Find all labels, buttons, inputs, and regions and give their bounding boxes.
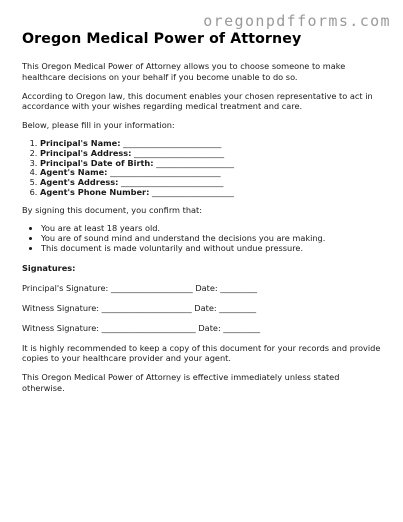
confirmation-list	[22, 224, 382, 253]
fill-prompt: Below, please fill in your information:	[22, 120, 175, 131]
field-label: Principal's Date of Birth:	[40, 157, 154, 168]
witness-signature-line-2[interactable]: Witness Signature: _______________________ Date: _________	[22, 322, 261, 333]
field-label: Agent's Address:	[40, 176, 119, 187]
confirmation-item: • This document is made voluntarily and without undue pressure.	[41, 244, 382, 254]
field-label: Principal's Name:	[40, 138, 121, 149]
copy-note: It is highly recommended to keep a copy of this document for your records and provide copies to your healthcare provider and your agent.	[22, 342, 381, 364]
document-title: Oregon Medical Power of Attorney	[22, 31, 302, 47]
field-label: Agent's Name:	[40, 167, 108, 178]
field-blank: _________________________	[121, 176, 224, 187]
confirm-prompt: By signing this document, you confirm that:	[22, 205, 203, 216]
intro-paragraph: This Oregon Medical Power of Attorney allows you to choose someone to make healthcare decisions on your behalf if you become unable to do so.	[22, 61, 346, 82]
field-agent-phone[interactable]	[40, 188, 382, 198]
field-blank: ___________________	[156, 157, 234, 168]
confirmation-item: • You are at least 18 years old.	[41, 224, 382, 234]
field-blank: ____________________	[151, 186, 234, 197]
document-page	[22, 30, 382, 402]
signatures-heading: Signatures:	[22, 263, 76, 274]
confirmation-item: • You are of sound mind and understand the decisions you are making.	[41, 234, 382, 244]
principal-signature-line[interactable]: Principal's Signature: ____________________ Date: _________	[22, 282, 258, 293]
effective-note: This Oregon Medical Power of Attorney is effective immediately unless stated otherwise.	[22, 372, 340, 393]
law-paragraph: According to Oregon law, this document enables your chosen representative to act in accordance with your wishes regarding medical treatment and care.	[22, 90, 373, 112]
witness-signature-line-1[interactable]: Witness Signature: ______________________ Date: _________	[22, 302, 257, 313]
field-blank: ___________________________	[110, 167, 221, 178]
field-label: Agent's Phone Number:	[40, 186, 150, 197]
watermark: oregonpdfforms.com	[203, 12, 391, 30]
field-label: Principal's Address:	[40, 147, 132, 158]
information-fields	[22, 139, 382, 197]
field-blank: ______________________	[134, 147, 225, 158]
field-blank: ________________________	[123, 138, 222, 149]
